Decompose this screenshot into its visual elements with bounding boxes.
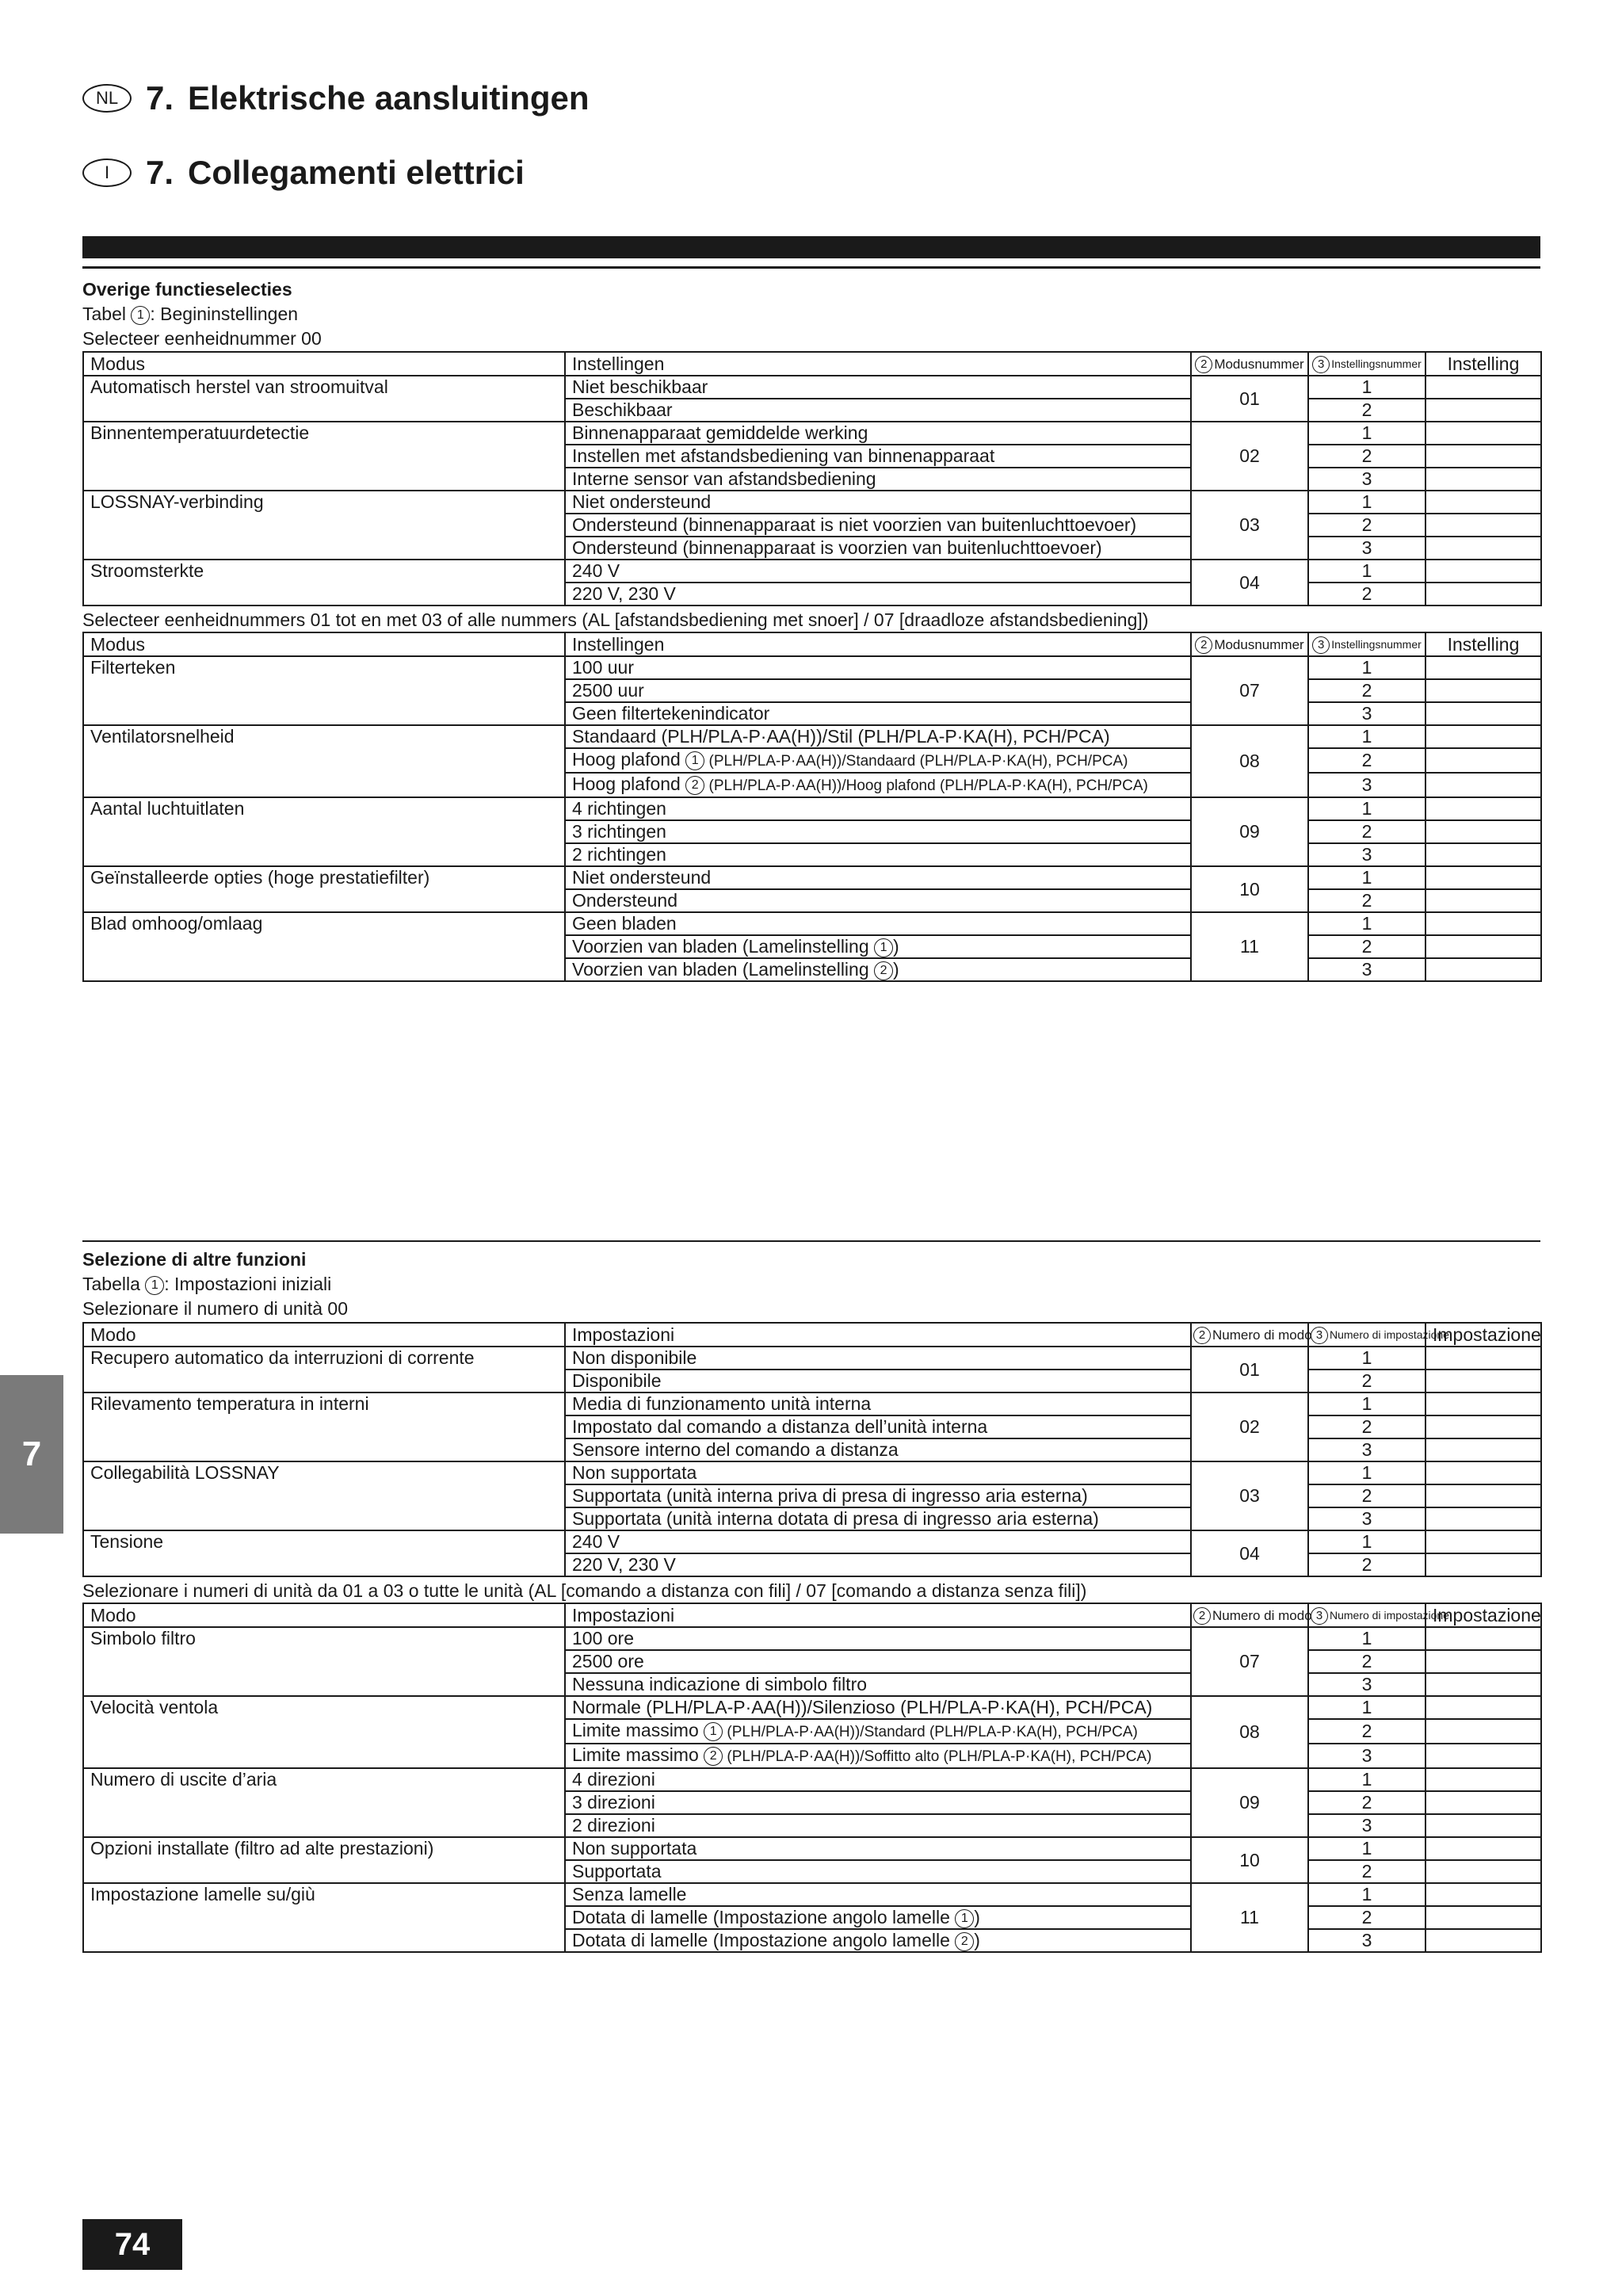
mode-cell: Opzioni installate (filtro ad alte prestazioni) — [83, 1837, 565, 1883]
setting-value-cell — [1425, 725, 1541, 748]
setting-number-cell: 3 — [1308, 773, 1425, 797]
setting-value-cell — [1425, 1860, 1541, 1883]
circled-number: 1 — [874, 938, 893, 957]
mode-cell: LOSSNAY-verbinding — [83, 491, 565, 560]
setting-cell: Geen bladen — [565, 912, 1191, 935]
setting-number-cell: 3 — [1308, 1744, 1425, 1768]
intro-nl — [82, 277, 322, 351]
setting-value-cell — [1425, 1530, 1541, 1553]
setting-cell: Nessuna indicazione di simbolo filtro — [565, 1673, 1191, 1696]
setting-cell: Non supportata — [565, 1461, 1191, 1484]
setting-number-cell: 2 — [1308, 1370, 1425, 1392]
mode-number-cell: 10 — [1191, 866, 1308, 912]
setting-value-cell — [1425, 1673, 1541, 1696]
setting-number-cell: 2 — [1308, 1553, 1425, 1576]
mode-number-cell: 02 — [1191, 422, 1308, 491]
mode-number-cell: 11 — [1191, 1883, 1308, 1952]
setting-value-cell — [1425, 1650, 1541, 1673]
setting-cell: Non disponibile — [565, 1347, 1191, 1370]
setting-value-cell — [1425, 820, 1541, 843]
setting-value-cell — [1425, 1814, 1541, 1837]
column-header-mode-number: 2 Modusnummer — [1191, 632, 1308, 656]
header-nl — [82, 74, 590, 122]
mode-number-cell: 07 — [1191, 656, 1308, 725]
setting-number-cell: 2 — [1308, 1906, 1425, 1929]
page-title-it: Collegamenti elettrici — [188, 154, 525, 191]
settings-table-it-2 — [82, 1603, 1542, 1953]
setting-cell: Dotata di lamelle (Impostazione angolo lamelle 1 ) — [565, 1906, 1191, 1929]
setting-cell: 220 V, 230 V — [565, 1553, 1191, 1576]
setting-cell: 220 V, 230 V — [565, 583, 1191, 606]
unit-select-text: Selezionare il numero di unità 00 — [82, 1298, 348, 1319]
column-header-setting: Impostazione — [1425, 1323, 1541, 1347]
setting-number-cell: 2 — [1308, 1719, 1425, 1744]
circled-number: 1 — [955, 1909, 974, 1928]
setting-cell: Supportata (unità interna priva di presa di ingresso aria esterna) — [565, 1484, 1191, 1507]
setting-value-cell — [1425, 1883, 1541, 1906]
setting-number-cell: 1 — [1308, 1530, 1425, 1553]
column-header-mode: Modo — [83, 1323, 565, 1347]
header-bar — [82, 236, 1540, 258]
circled-number: 2 — [1193, 1327, 1211, 1344]
chapter-tab: 7 — [0, 1375, 63, 1534]
setting-value-cell — [1425, 514, 1541, 537]
setting-value-cell — [1425, 1507, 1541, 1530]
section-title: Overige functieselecties — [82, 279, 292, 300]
setting-value-cell — [1425, 399, 1541, 422]
setting-cell: Limite massimo 2 (PLH/PLA-P·AA(H))/Soffitto alto (PLH/PLA-P·KA(H), PCH/PCA) — [565, 1744, 1191, 1768]
setting-value-cell — [1425, 1392, 1541, 1415]
setting-number-cell: 1 — [1308, 422, 1425, 445]
section-number: 7. — [146, 154, 174, 191]
page-number: 74 — [82, 2219, 182, 2270]
setting-number-cell: 3 — [1308, 1814, 1425, 1837]
setting-number-cell: 2 — [1308, 889, 1425, 912]
column-header-settings: Impostazioni — [565, 1323, 1191, 1347]
mode-cell: Ventilatorsnelheid — [83, 725, 565, 797]
column-header-mode: Modus — [83, 632, 565, 656]
setting-cell: Binnenapparaat gemiddelde werking — [565, 422, 1191, 445]
setting-cell: Voorzien van bladen (Lamelinstelling 2 ) — [565, 958, 1191, 981]
setting-value-cell — [1425, 1906, 1541, 1929]
mode-cell: Filterteken — [83, 656, 565, 725]
table-row — [83, 725, 1541, 748]
setting-value-cell — [1425, 376, 1541, 399]
table-caption: Tabel 1 : Begininstellingen — [82, 304, 299, 324]
setting-value-cell — [1425, 1837, 1541, 1860]
setting-number-cell: 1 — [1308, 376, 1425, 399]
circled-number: 2 — [704, 1747, 723, 1766]
setting-number-cell: 1 — [1308, 725, 1425, 748]
setting-cell: Voorzien van bladen (Lamelinstelling 1 ) — [565, 935, 1191, 958]
setting-number-cell: 3 — [1308, 1507, 1425, 1530]
settings-table-it-1 — [82, 1322, 1542, 1577]
circled-number: 3 — [1311, 1607, 1328, 1625]
setting-cell: 100 ore — [565, 1627, 1191, 1650]
setting-value-cell — [1425, 1438, 1541, 1461]
mode-cell: Impostazione lamelle su/giù — [83, 1883, 565, 1952]
setting-cell: Dotata di lamelle (Impostazione angolo lamelle 2 ) — [565, 1929, 1191, 1952]
table-row — [83, 1530, 1541, 1553]
mode-cell: Collegabilità LOSSNAY — [83, 1461, 565, 1530]
mode-number-cell: 09 — [1191, 797, 1308, 866]
setting-cell: Media di funzionamento unità interna — [565, 1392, 1191, 1415]
setting-cell: Geen filtertekenindicator — [565, 702, 1191, 725]
setting-cell: 2 direzioni — [565, 1814, 1191, 1837]
setting-number-cell: 1 — [1308, 866, 1425, 889]
setting-number-cell: 2 — [1308, 679, 1425, 702]
section-title: Selezione di altre funzioni — [82, 1249, 307, 1270]
setting-number-cell: 1 — [1308, 1837, 1425, 1860]
settings-table-nl-1 — [82, 351, 1542, 606]
setting-number-cell: 3 — [1308, 702, 1425, 725]
settings-table-nl-2 — [82, 632, 1542, 982]
circled-number: 3 — [1312, 356, 1330, 373]
setting-number-cell: 3 — [1308, 1438, 1425, 1461]
table-row — [83, 560, 1541, 583]
setting-cell: Disponibile — [565, 1370, 1191, 1392]
setting-value-cell — [1425, 1791, 1541, 1814]
setting-cell: Non supportata — [565, 1837, 1191, 1860]
setting-number-cell: 2 — [1308, 445, 1425, 468]
column-header-mode: Modus — [83, 352, 565, 376]
setting-cell: Standaard (PLH/PLA-P·AA(H))/Stil (PLH/PLA-P·KA(H), PCH/PCA) — [565, 725, 1191, 748]
setting-value-cell — [1425, 1768, 1541, 1791]
setting-cell: Sensore interno del comando a distanza — [565, 1438, 1191, 1461]
mode-cell: Blad omhoog/omlaag — [83, 912, 565, 981]
mode-number-cell: 04 — [1191, 1530, 1308, 1576]
mode-number-cell: 03 — [1191, 1461, 1308, 1530]
setting-value-cell — [1425, 748, 1541, 773]
mode-cell: Simbolo filtro — [83, 1627, 565, 1696]
mode-number-cell: 08 — [1191, 725, 1308, 797]
column-header-settings: Instellingen — [565, 632, 1191, 656]
setting-value-cell — [1425, 889, 1541, 912]
circled-number: 2 — [1193, 1607, 1211, 1625]
circled-number: 1 — [704, 1722, 723, 1741]
table-row — [83, 1883, 1541, 1906]
circled-number: 3 — [1312, 636, 1330, 654]
divider — [82, 266, 1540, 269]
setting-number-cell: 1 — [1308, 1696, 1425, 1719]
setting-value-cell — [1425, 702, 1541, 725]
setting-cell: Senza lamelle — [565, 1883, 1191, 1906]
circled-number: 2 — [1195, 636, 1212, 654]
table-caption: Tabella 1 : Impostazioni iniziali — [82, 1274, 332, 1294]
setting-cell: Normale (PLH/PLA-P·AA(H))/Silenzioso (PLH/PLA-P·KA(H), PCH/PCA) — [565, 1696, 1191, 1719]
circled-number: 2 — [874, 961, 893, 980]
setting-cell: Supportata — [565, 1860, 1191, 1883]
setting-value-cell — [1425, 1929, 1541, 1952]
mode-cell: Geïnstalleerde opties (hoge prestatiefilter) — [83, 866, 565, 912]
setting-value-cell — [1425, 422, 1541, 445]
table-row — [83, 797, 1541, 820]
setting-cell: 4 direzioni — [565, 1768, 1191, 1791]
setting-value-cell — [1425, 583, 1541, 606]
setting-number-cell: 1 — [1308, 1392, 1425, 1415]
mode-number-cell: 01 — [1191, 1347, 1308, 1392]
column-header-mode-number: 2 Numero di modo — [1191, 1323, 1308, 1347]
setting-number-cell: 1 — [1308, 1347, 1425, 1370]
setting-value-cell — [1425, 1627, 1541, 1650]
setting-number-cell: 1 — [1308, 1461, 1425, 1484]
table-row — [83, 491, 1541, 514]
setting-value-cell — [1425, 773, 1541, 797]
mode-cell: Binnentemperatuurdetectie — [83, 422, 565, 491]
column-header-settings: Impostazioni — [565, 1603, 1191, 1627]
table-row — [83, 656, 1541, 679]
mode-number-cell: 04 — [1191, 560, 1308, 606]
setting-number-cell: 2 — [1308, 1860, 1425, 1883]
setting-number-cell: 3 — [1308, 958, 1425, 981]
setting-number-cell: 2 — [1308, 1791, 1425, 1814]
setting-value-cell — [1425, 912, 1541, 935]
setting-number-cell: 3 — [1308, 1673, 1425, 1696]
section-number: 7. — [146, 79, 174, 117]
setting-value-cell — [1425, 1370, 1541, 1392]
table-row — [83, 1837, 1541, 1860]
setting-cell: Hoog plafond 2 (PLH/PLA-P·AA(H))/Hoog plafond (PLH/PLA-P·KA(H), PCH/PCA) — [565, 773, 1191, 797]
setting-value-cell — [1425, 1461, 1541, 1484]
header-it — [82, 149, 525, 197]
setting-value-cell — [1425, 866, 1541, 889]
setting-value-cell — [1425, 656, 1541, 679]
divider — [82, 1240, 1540, 1242]
mode-cell: Aantal luchtuitlaten — [83, 797, 565, 866]
language-badge-nl: NL — [82, 84, 132, 113]
setting-number-cell: 1 — [1308, 1768, 1425, 1791]
setting-value-cell — [1425, 468, 1541, 491]
setting-value-cell — [1425, 445, 1541, 468]
mode-number-cell: 08 — [1191, 1696, 1308, 1768]
setting-number-cell: 3 — [1308, 537, 1425, 560]
setting-number-cell: 2 — [1308, 1415, 1425, 1438]
setting-cell: Impostato dal comando a distanza dell’unità interna — [565, 1415, 1191, 1438]
column-header-setting-number: 3 Numero di impostazione — [1308, 1603, 1425, 1627]
column-header-mode-number: 2 Modusnummer — [1191, 352, 1308, 376]
table-row — [83, 1696, 1541, 1719]
table-row — [83, 866, 1541, 889]
setting-value-cell — [1425, 958, 1541, 981]
setting-cell: Ondersteund — [565, 889, 1191, 912]
setting-cell: Instellen met afstandsbediening van binnenapparaat — [565, 445, 1191, 468]
setting-number-cell: 1 — [1308, 797, 1425, 820]
setting-cell: 3 richtingen — [565, 820, 1191, 843]
setting-value-cell — [1425, 1744, 1541, 1768]
column-header-setting-number: 3 Numero di impostazione — [1308, 1323, 1425, 1347]
language-badge-it: I — [82, 159, 132, 187]
setting-number-cell: 1 — [1308, 656, 1425, 679]
mode-cell: Tensione — [83, 1530, 565, 1576]
mode-cell: Rilevamento temperatura in interni — [83, 1392, 565, 1461]
circled-number: 2 — [1195, 356, 1212, 373]
table-header-row — [83, 1323, 1541, 1347]
column-header-setting: Instelling — [1425, 352, 1541, 376]
table-row — [83, 376, 1541, 399]
mode-number-cell: 03 — [1191, 491, 1308, 560]
setting-number-cell: 1 — [1308, 560, 1425, 583]
table-row — [83, 1392, 1541, 1415]
setting-value-cell — [1425, 537, 1541, 560]
setting-cell: 2500 ore — [565, 1650, 1191, 1673]
setting-cell: Niet beschikbaar — [565, 376, 1191, 399]
setting-number-cell: 1 — [1308, 912, 1425, 935]
setting-cell: 240 V — [565, 560, 1191, 583]
setting-value-cell — [1425, 1347, 1541, 1370]
setting-cell: Ondersteund (binnenapparaat is niet voorzien van buitenluchttoevoer) — [565, 514, 1191, 537]
column-header-settings: Instellingen — [565, 352, 1191, 376]
setting-number-cell: 2 — [1308, 1650, 1425, 1673]
table-header-row — [83, 1603, 1541, 1627]
setting-cell: 2500 uur — [565, 679, 1191, 702]
setting-cell: 100 uur — [565, 656, 1191, 679]
column-header-mode: Modo — [83, 1603, 565, 1627]
setting-cell: Interne sensor van afstandsbediening — [565, 468, 1191, 491]
mode-number-cell: 11 — [1191, 912, 1308, 981]
mode-number-cell: 01 — [1191, 376, 1308, 422]
setting-value-cell — [1425, 1484, 1541, 1507]
setting-number-cell: 3 — [1308, 843, 1425, 866]
setting-cell: Supportata (unità interna dotata di presa di ingresso aria esterna) — [565, 1507, 1191, 1530]
column-header-setting-number: 3 Instellingsnummer — [1308, 632, 1425, 656]
setting-cell: Niet ondersteund — [565, 491, 1191, 514]
circled-number: 3 — [1311, 1327, 1328, 1344]
setting-value-cell — [1425, 1719, 1541, 1744]
mode-number-cell: 09 — [1191, 1768, 1308, 1837]
circled-number: 2 — [685, 776, 704, 795]
mode-number-cell: 02 — [1191, 1392, 1308, 1461]
setting-number-cell: 2 — [1308, 583, 1425, 606]
circled-number: 2 — [955, 1932, 974, 1951]
setting-number-cell: 1 — [1308, 1883, 1425, 1906]
setting-cell: Beschikbaar — [565, 399, 1191, 422]
setting-cell: Limite massimo 1 (PLH/PLA-P·AA(H))/Standard (PLH/PLA-P·KA(H), PCH/PCA) — [565, 1719, 1191, 1744]
column-header-setting: Impostazione — [1425, 1603, 1541, 1627]
mode-number-cell: 10 — [1191, 1837, 1308, 1883]
column-header-setting: Instelling — [1425, 632, 1541, 656]
intro-it — [82, 1247, 348, 1321]
table-row — [83, 1347, 1541, 1370]
setting-number-cell: 3 — [1308, 1929, 1425, 1952]
setting-number-cell: 2 — [1308, 514, 1425, 537]
table-row — [83, 422, 1541, 445]
setting-value-cell — [1425, 679, 1541, 702]
setting-value-cell — [1425, 1696, 1541, 1719]
table-header-row — [83, 352, 1541, 376]
table-row — [83, 912, 1541, 935]
circled-number: 1 — [685, 751, 704, 770]
table-row — [83, 1461, 1541, 1484]
setting-number-cell: 2 — [1308, 399, 1425, 422]
mode-cell: Automatisch herstel van stroomuitval — [83, 376, 565, 422]
setting-value-cell — [1425, 1415, 1541, 1438]
table-row — [83, 1627, 1541, 1650]
setting-value-cell — [1425, 935, 1541, 958]
setting-value-cell — [1425, 560, 1541, 583]
mode-cell: Stroomsterkte — [83, 560, 565, 606]
column-header-setting-number: 3 Instellingsnummer — [1308, 352, 1425, 376]
page-title-nl: Elektrische aansluitingen — [188, 79, 590, 117]
column-header-mode-number: 2 Numero di modo — [1191, 1603, 1308, 1627]
table-row — [83, 1768, 1541, 1791]
setting-cell: Ondersteund (binnenapparaat is voorzien van buitenluchttoevoer) — [565, 537, 1191, 560]
setting-cell: 3 direzioni — [565, 1791, 1191, 1814]
mode-cell: Recupero automatico da interruzioni di corrente — [83, 1347, 565, 1392]
setting-number-cell: 2 — [1308, 1484, 1425, 1507]
setting-cell: Hoog plafond 1 (PLH/PLA-P·AA(H))/Standaard (PLH/PLA-P·KA(H), PCH/PCA) — [565, 748, 1191, 773]
setting-number-cell: 1 — [1308, 1627, 1425, 1650]
unit-select-text-2: Selecteer eenheidnummers 01 tot en met 03 of alle nummers (AL [afstandsbediening met snoer] / 07 [draadloze afstandsbediening]) — [82, 609, 1149, 630]
setting-number-cell: 1 — [1308, 491, 1425, 514]
table-header-row — [83, 632, 1541, 656]
setting-value-cell — [1425, 1553, 1541, 1576]
setting-value-cell — [1425, 491, 1541, 514]
mode-number-cell: 07 — [1191, 1627, 1308, 1696]
setting-number-cell: 2 — [1308, 748, 1425, 773]
setting-value-cell — [1425, 797, 1541, 820]
unit-select-text: Selecteer eenheidnummer 00 — [82, 328, 322, 349]
setting-number-cell: 2 — [1308, 820, 1425, 843]
setting-cell: Niet ondersteund — [565, 866, 1191, 889]
setting-value-cell — [1425, 843, 1541, 866]
setting-cell: 2 richtingen — [565, 843, 1191, 866]
setting-cell: 4 richtingen — [565, 797, 1191, 820]
mode-cell: Numero di uscite d’aria — [83, 1768, 565, 1837]
mode-cell: Velocità ventola — [83, 1696, 565, 1768]
unit-select-text-2: Selezionare i numeri di unità da 01 a 03 o tutte le unità (AL [comando a distanza con fili] / 07 [comando a distanza senza fili]) — [82, 1580, 1087, 1601]
setting-cell: 240 V — [565, 1530, 1191, 1553]
setting-number-cell: 3 — [1308, 468, 1425, 491]
setting-number-cell: 2 — [1308, 935, 1425, 958]
